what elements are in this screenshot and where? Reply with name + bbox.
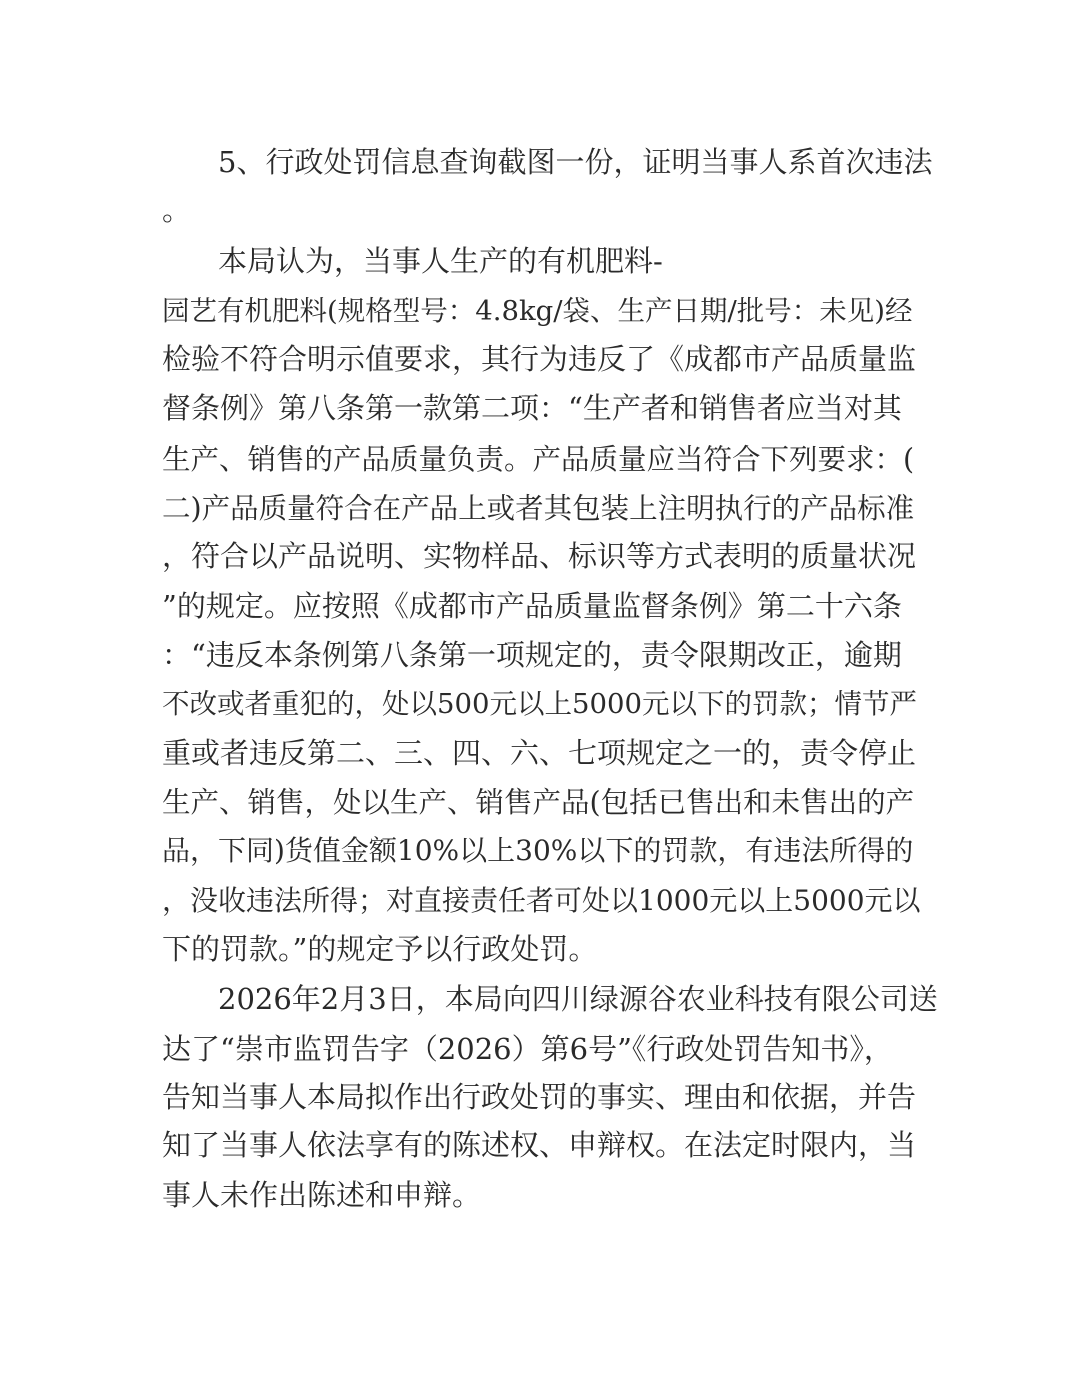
text-line: 园艺有机肥料(规格型号：4.8kg/袋、生产日期/批号：未见)经 [162, 295, 913, 327]
text-line: 。 [162, 193, 192, 227]
text-line: 督条例》第八条第一款第二项：“生产者和销售者应当对其 [162, 391, 902, 425]
text-line: 二)产品质量符合在产品上或者其包装上注明执行的产品标准 [162, 492, 915, 525]
text-line: 生产、销售，处以生产、销售产品(包括已售出和未售出的产 [162, 786, 915, 819]
text-line: 不改或者重犯的，处以500元以上5000元以下的罚款；情节严 [162, 688, 917, 720]
text-line: 下的罚款。”的规定予以行政处罚。 [162, 932, 598, 966]
text-line: 生产、销售的产品质量负责。产品质量应当符合下列要求：( [162, 443, 915, 476]
text-line: 检验不符合明示值要求，其行为违反了《成都市产品质量监 [162, 342, 917, 376]
text-line: 知了当事人依法享有的陈述权、申辩权。在法定时限内，当 [162, 1128, 917, 1162]
text-line: ，符合以产品说明、实物样品、标识等方式表明的质量状况 [162, 539, 917, 573]
text-line: ：“违反本条例第八条第一项规定的，责令限期改正，逾期 [162, 638, 902, 672]
text-line: 2026年2月3日，本局向四川绿源谷农业科技有限公司送 [218, 982, 938, 1016]
text-line: 本局认为，当事人生产的有机肥料- [218, 244, 663, 278]
text-line: ”的规定。应按照《成都市产品质量监督条例》第二十六条 [162, 589, 902, 623]
text-line: 重或者违反第二、三、四、六、七项规定之一的，责令停止 [162, 736, 917, 770]
text-line: 品，下同)货值金额10%以上30%以下的罚款，有违法所得的 [162, 834, 914, 867]
text-line: 达了“崇市监罚告字（2026）第6号”《行政处罚告知书》， [162, 1032, 893, 1066]
text-line: 事人未作出陈述和申辩。 [162, 1178, 482, 1212]
text-line: ，没收违法所得；对直接责任者可处以1000元以上5000元以 [162, 884, 921, 917]
text-line: 告知当事人本局拟作出行政处罚的事实、理由和依据，并告 [162, 1080, 917, 1114]
text-line: 5、行政处罚信息查询截图一份，证明当事人系首次违法 [218, 145, 933, 179]
